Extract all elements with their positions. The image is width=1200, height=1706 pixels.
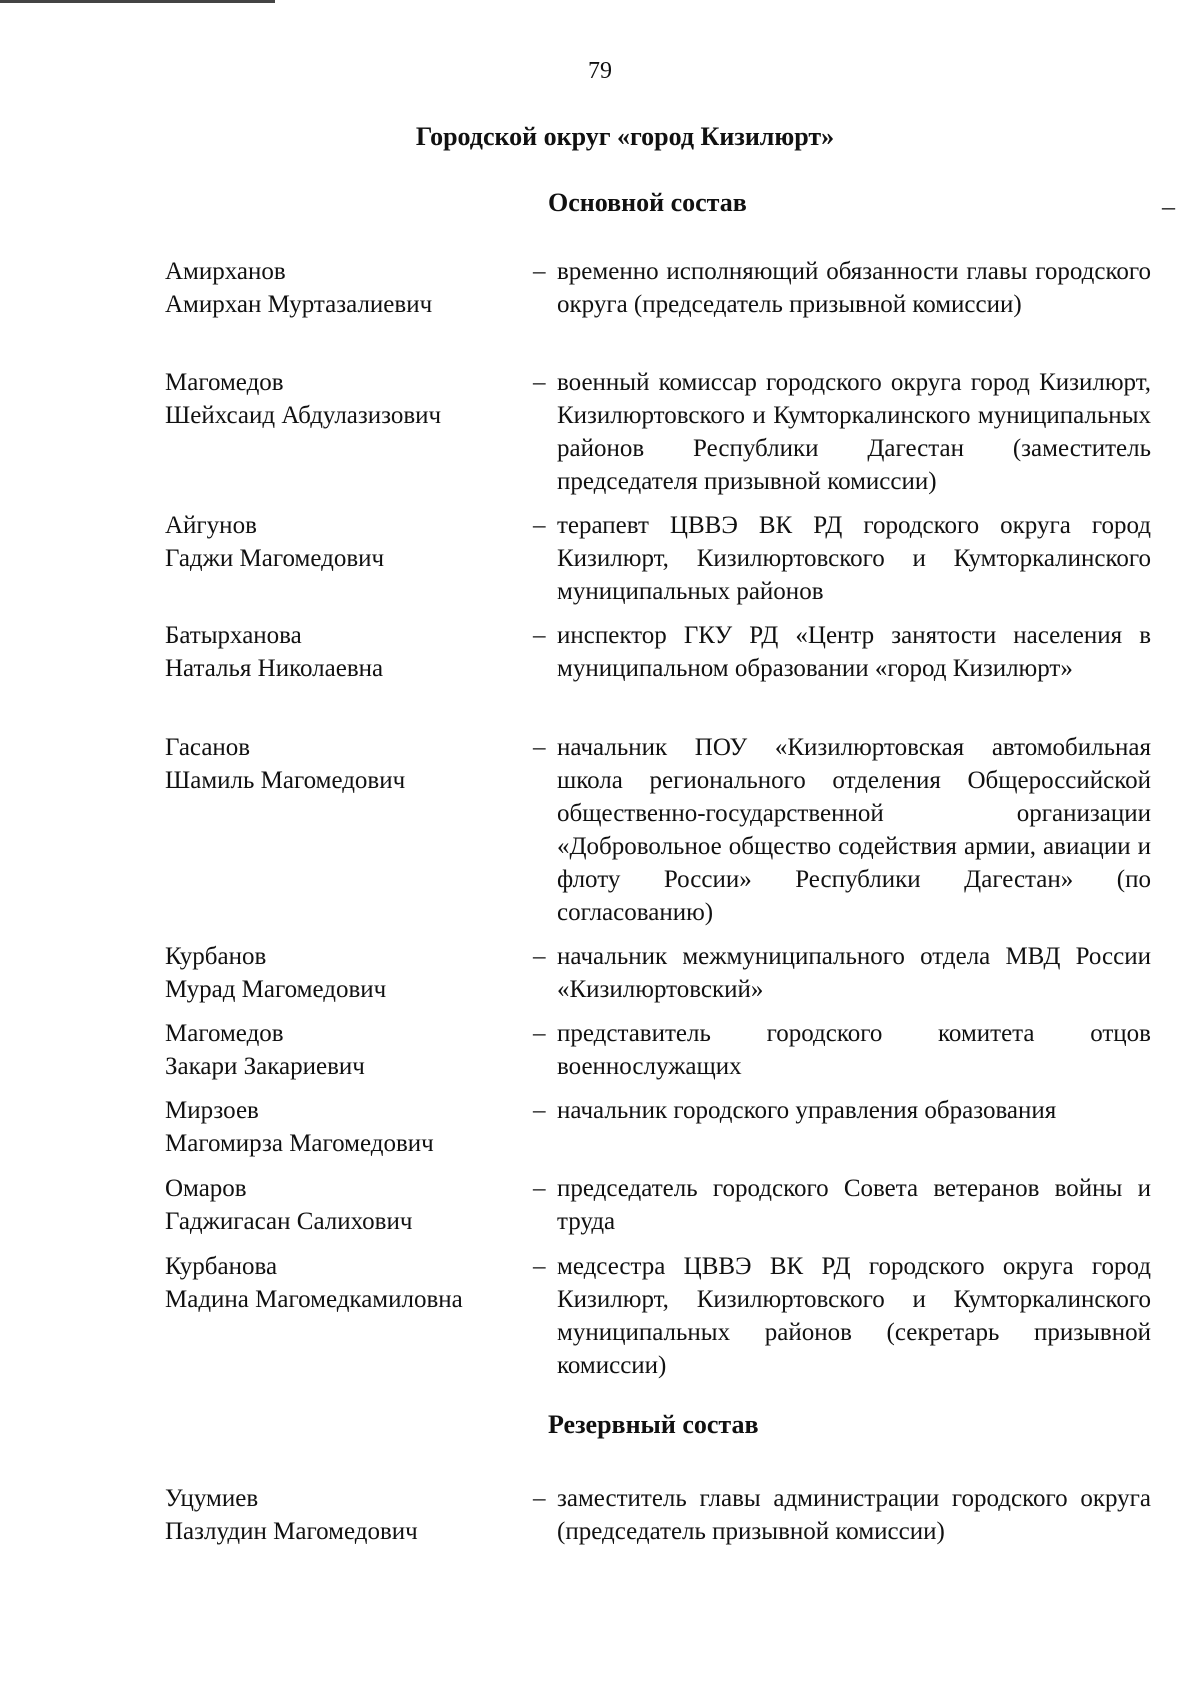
member-role: медсестра ЦВВЭ ВК РД городского округа город Кизилюрт, Кизилюртовского и Кумторкалинского муниципальных районов (секретарь призывной комиссии) xyxy=(557,1253,1151,1379)
member-name: Айгунов Гаджи Магомедович xyxy=(165,512,385,572)
top-rule xyxy=(0,0,275,3)
member-role: начальник межмуниципального отдела МВД России «Кизилюртовский» xyxy=(557,943,1151,1003)
member-role: председатель городского Совета ветеранов войны и труда xyxy=(557,1175,1151,1235)
member-name: Уцумиев Пазлудин Магомедович xyxy=(165,1485,418,1545)
member-role: терапевт ЦВВЭ ВК РД городского округа город Кизилюрт, Кизилюртовского и Кумторкалинского муниципальных районов xyxy=(557,512,1151,605)
document-title: Городской округ «город Кизилюрт» xyxy=(415,122,835,151)
member-name: Курбанова Мадина Магомедкамиловна xyxy=(165,1253,463,1313)
member-role: начальник ПОУ «Кизилюртовская автомобильная школа регионального отделения Общероссийской общественно-государственной организации «Добровольное общество содействия армии, авиации и флоту России» Республики Дагестан» (по согласованию) xyxy=(557,734,1151,926)
member-name: Омаров Гаджигасан Салихович xyxy=(165,1175,413,1235)
member-role: заместитель главы администрации городского округа (председатель призывной комиссии) xyxy=(557,1485,1151,1545)
member-name: Магомедов Закари Закариевич xyxy=(165,1020,365,1080)
member-role: временно исполняющий обязанности главы городского округа (председатель призывной комиссии) xyxy=(557,258,1151,318)
page-number: 79 xyxy=(588,58,612,84)
reserve-composition-heading: Резервный состав xyxy=(548,1410,759,1439)
margin-dash: – xyxy=(1162,192,1175,221)
member-name: Мирзоев Магомирза Магомедович xyxy=(165,1097,434,1157)
member-name: Магомедов Шейхсаид Абдулазизович xyxy=(165,369,442,429)
member-role: представитель городского комитета отцов военнослужащих xyxy=(557,1020,1151,1080)
member-name: Батырханова Наталья Николаевна xyxy=(165,622,384,682)
member-name: Курбанов Мурад Магомедович xyxy=(165,943,387,1003)
member-role: военный комиссар городского округа город Кизилюрт, Кизилюртовского и Кумторкалинского муниципальных районов Республики Дагестан (заместитель председателя призывной комиссии) xyxy=(557,369,1151,495)
member-name: Амирханов Амирхан Муртазалиевич xyxy=(165,258,433,318)
member-role: начальник городского управления образования xyxy=(557,1097,1057,1124)
member-role: инспектор ГКУ РД «Центр занятости населения в муниципальном образовании «город Кизилюрт» xyxy=(557,622,1151,682)
member-name: Гасанов Шамиль Магомедович xyxy=(165,734,406,794)
main-composition-heading: Основной состав xyxy=(548,188,747,217)
